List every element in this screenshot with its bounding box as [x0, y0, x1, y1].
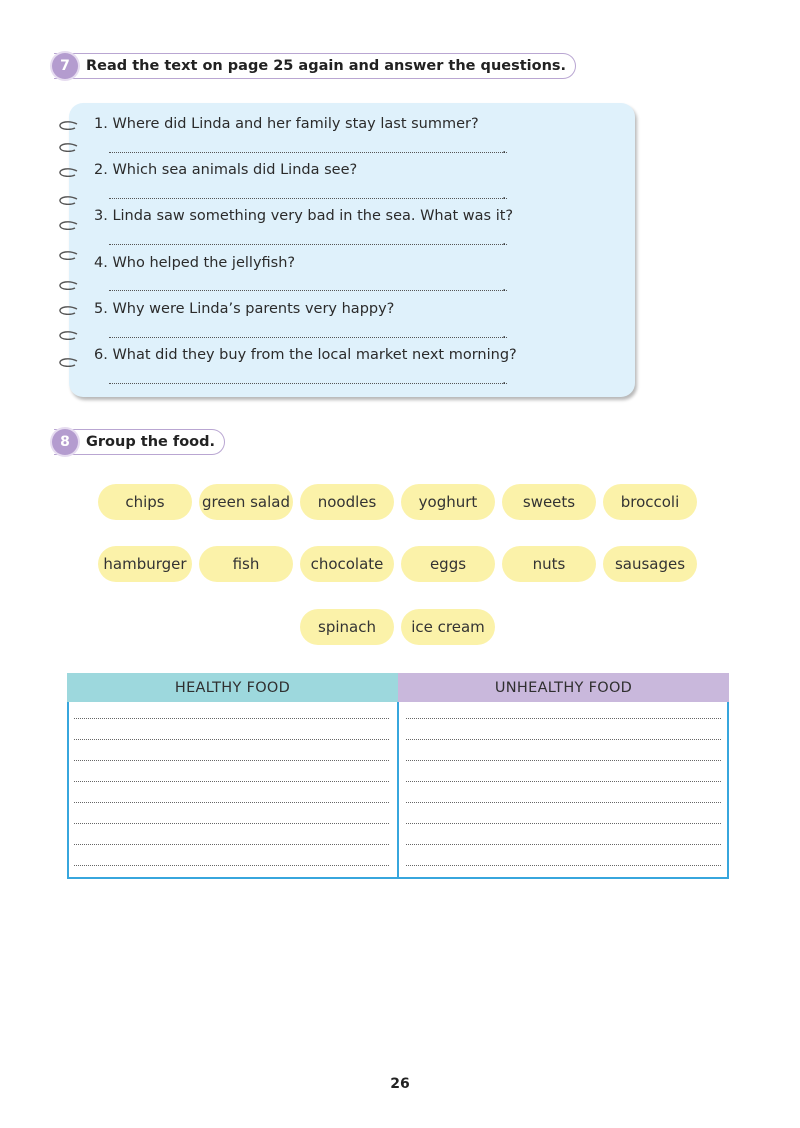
spiral-ring-icon	[57, 196, 79, 206]
exercise-number-badge: 7	[52, 53, 78, 79]
healthy-answer-line[interactable]	[74, 739, 389, 740]
question-5: 5. Why were Linda’s parents very happy?	[94, 301, 395, 317]
food-chip[interactable]: nuts	[502, 546, 596, 582]
unhealthy-answer-line[interactable]	[406, 781, 721, 782]
answer-line-1[interactable]	[109, 142, 507, 153]
answer-line-5[interactable]	[109, 327, 507, 338]
spiral-ring-icon	[57, 143, 79, 153]
unhealthy-answer-line[interactable]	[406, 760, 721, 761]
question-1: 1. Where did Linda and her family stay last summer?	[94, 116, 479, 132]
food-grouping-table	[67, 673, 729, 881]
column-divider	[397, 702, 399, 879]
answer-period: .	[502, 326, 507, 342]
unhealthy-answer-line[interactable]	[406, 844, 721, 845]
exercise-8-heading	[54, 429, 225, 455]
food-chip[interactable]: eggs	[401, 546, 495, 582]
exercise-7-heading	[54, 53, 576, 79]
food-chip[interactable]: yoghurt	[401, 484, 495, 520]
unhealthy-answer-line[interactable]	[406, 802, 721, 803]
answer-period: .	[502, 279, 507, 295]
healthy-food-header: HEALTHY FOOD	[67, 673, 398, 702]
food-chip[interactable]: ice cream	[401, 609, 495, 645]
spiral-ring-icon	[57, 168, 79, 178]
healthy-answer-line[interactable]	[74, 802, 389, 803]
exercise-8-instruction: Group the food.	[86, 434, 216, 450]
answer-period: .	[502, 372, 507, 388]
answer-period: .	[502, 141, 507, 157]
page-number: 26	[390, 1076, 410, 1092]
food-chip[interactable]: broccoli	[603, 484, 697, 520]
food-chip[interactable]: noodles	[300, 484, 394, 520]
spiral-ring-icon	[57, 331, 79, 341]
answer-line-2[interactable]	[109, 188, 507, 199]
food-chip[interactable]: hamburger	[98, 546, 192, 582]
questions-notebook	[69, 103, 635, 397]
spiral-ring-icon	[57, 121, 79, 131]
food-chip[interactable]: sausages	[603, 546, 697, 582]
answer-line-6[interactable]	[109, 373, 507, 384]
food-chip[interactable]: fish	[199, 546, 293, 582]
question-3: 3. Linda saw something very bad in the sea. What was it?	[94, 208, 514, 224]
spiral-ring-icon	[57, 306, 79, 316]
healthy-answer-line[interactable]	[74, 718, 389, 719]
food-chip[interactable]: sweets	[502, 484, 596, 520]
exercise-7-instruction: Read the text on page 25 again and answer the questions.	[86, 58, 567, 74]
answer-line-4[interactable]	[109, 280, 507, 291]
unhealthy-answer-line[interactable]	[406, 823, 721, 824]
spiral-ring-icon	[57, 221, 79, 231]
healthy-answer-line[interactable]	[74, 781, 389, 782]
food-chip[interactable]: chips	[98, 484, 192, 520]
question-2: 2. Which sea animals did Linda see?	[94, 162, 358, 178]
healthy-answer-line[interactable]	[74, 865, 389, 866]
spiral-ring-icon	[57, 358, 79, 368]
food-chip[interactable]: spinach	[300, 609, 394, 645]
answer-line-3[interactable]	[109, 234, 507, 245]
unhealthy-answer-line[interactable]	[406, 739, 721, 740]
question-4: 4. Who helped the jellyfish?	[94, 255, 296, 271]
healthy-answer-line[interactable]	[74, 760, 389, 761]
question-6: 6. What did they buy from the local market next morning?	[94, 347, 517, 363]
unhealthy-answer-line[interactable]	[406, 865, 721, 866]
spiral-ring-icon	[57, 251, 79, 261]
spiral-ring-icon	[57, 281, 79, 291]
unhealthy-answer-line[interactable]	[406, 718, 721, 719]
healthy-answer-line[interactable]	[74, 823, 389, 824]
exercise-number-badge: 8	[52, 429, 78, 455]
answer-period: .	[502, 187, 507, 203]
food-chip[interactable]: green salad	[199, 484, 293, 520]
food-chip[interactable]: chocolate	[300, 546, 394, 582]
unhealthy-food-header: UNHEALTHY FOOD	[398, 673, 729, 702]
healthy-answer-line[interactable]	[74, 844, 389, 845]
answer-period: .	[502, 233, 507, 249]
